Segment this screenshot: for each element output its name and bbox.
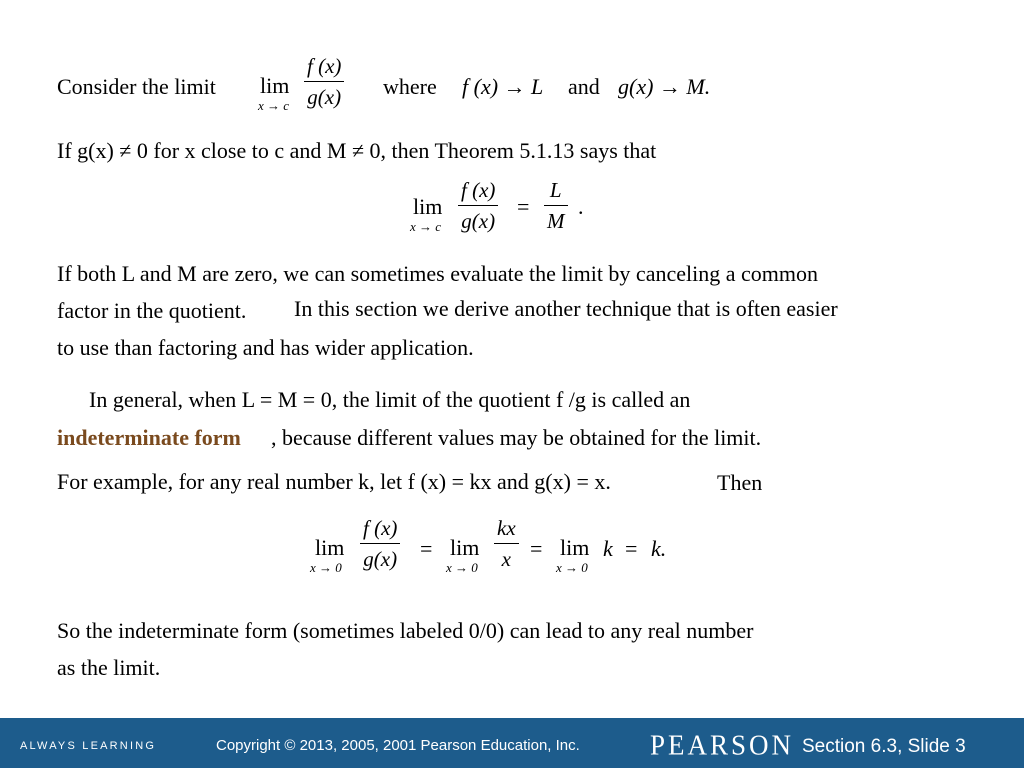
eq1-numerator: f (x): [461, 178, 496, 202]
footer-section: Section 6.3, Slide 3: [802, 736, 966, 757]
eq1-lim: lim: [413, 194, 443, 219]
where-text: where: [383, 74, 437, 99]
fraction-f-over-g: [304, 56, 344, 108]
eq1-period: .: [578, 194, 584, 219]
conclusion-line2: as the limit.: [57, 655, 161, 680]
eq2-equals-a: =: [420, 536, 433, 561]
para1-line3: to use than factoring and has wider application.: [57, 335, 474, 360]
eq2-numerator-2: kx: [497, 516, 516, 540]
eq2-k2: k.: [651, 536, 667, 561]
eq2-k1: k: [603, 536, 613, 561]
fraction-numerator: f (x): [307, 54, 342, 78]
eq2-lim3: lim: [560, 535, 590, 560]
conclusion-line1: So the indeterminate form (sometimes labeled 0/0) can lead to any real number: [57, 618, 754, 643]
lim-subscript: x → c: [258, 98, 290, 113]
eq2-numerator-1: f (x): [363, 516, 398, 540]
eq2-denominator-2: x: [501, 547, 511, 571]
and-text: and: [568, 74, 600, 99]
fraction-denominator: g(x): [307, 85, 342, 109]
footer-tagline: ALWAYS LEARNING: [20, 740, 157, 752]
eq2-lim2: lim: [450, 535, 480, 560]
eq2-equals-c: =: [625, 536, 638, 561]
para1-line1: If both L and M are zero, we can sometimes evaluate the limit by canceling a common: [57, 261, 818, 286]
eq1-right-numerator: L: [549, 178, 562, 202]
f-to-L-expression: f (x) → L: [462, 74, 544, 99]
eq2-fraction-1: [360, 518, 400, 570]
example-line: For example, for any real number k, let f (x) = kx and g(x) = x.: [57, 469, 611, 494]
g-to-M-expression: g(x) → M.: [618, 74, 711, 99]
lim-operator: lim: [260, 73, 290, 98]
then-text: Then: [717, 470, 763, 495]
para1-line2b: In this section we derive another technique that is often easier: [294, 296, 838, 321]
eq1-left-fraction: [458, 180, 498, 232]
eq2-sub3: x → 0: [556, 560, 588, 575]
eq1-right-denominator: M: [547, 209, 565, 233]
eq2-sub1: x → 0: [310, 560, 342, 575]
eq1-equals: =: [517, 194, 530, 219]
eq1-denominator: g(x): [461, 209, 496, 233]
indeterminate-form-term: indeterminate form: [57, 425, 241, 450]
footer-bar: [0, 718, 1024, 768]
eq2-equals-b: =: [530, 536, 543, 561]
para1-line2a: factor in the quotient.: [57, 298, 247, 323]
eq2-fraction-2: [494, 518, 519, 570]
theorem-line: If g(x) ≠ 0 for x close to c and M ≠ 0, then Theorem 5.1.13 says that: [57, 138, 657, 163]
eq2-sub2: x → 0: [446, 560, 478, 575]
eq2-lim1: lim: [315, 535, 345, 560]
para2-line2-rest: , because different values may be obtained for the limit.: [271, 425, 762, 450]
eq2-denominator-1: g(x): [363, 547, 398, 571]
consider-text: Consider the limit: [57, 74, 216, 99]
eq1-lim-subscript: x → c: [410, 219, 442, 234]
pearson-logo: PEARSON: [650, 729, 795, 761]
eq1-right-fraction: [544, 180, 568, 232]
para2-line1: In general, when L = M = 0, the limit of the quotient f /g is called an: [89, 387, 691, 412]
footer-copyright: Copyright © 2013, 2005, 2001 Pearson Education, Inc.: [216, 737, 580, 754]
